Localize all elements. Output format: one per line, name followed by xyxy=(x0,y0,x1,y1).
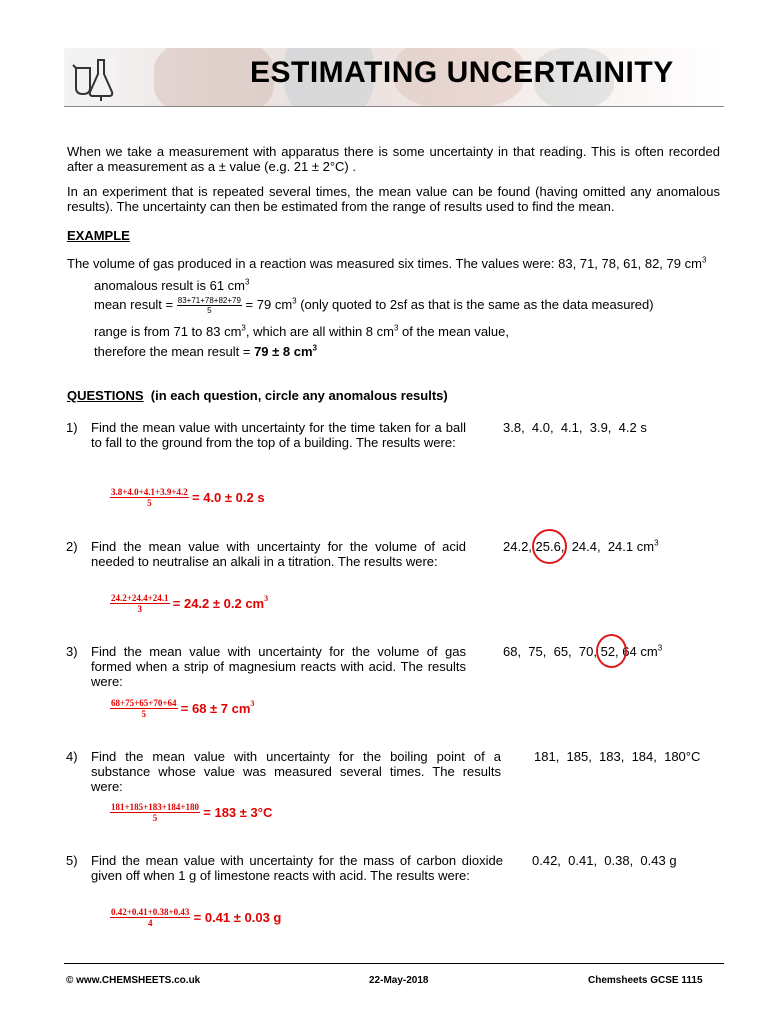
intro-paragraph-2: In an experiment that is repeated several times, the mean value can be found (having omitted any anomalous results). The uncertainty can then be estimated from the range of results used to find the mean. xyxy=(67,184,720,214)
question-5-number: 5) xyxy=(66,853,78,868)
question-2-number: 2) xyxy=(66,539,78,554)
question-5-values: 0.42, 0.41, 0.38, 0.43 g xyxy=(532,853,677,868)
question-2-text: Find the mean value with uncertainty for the volume of acid needed to neutralise an alkali in a titration. The results were: xyxy=(91,539,466,569)
footer-website: © www.CHEMSHEETS.co.uk xyxy=(66,975,201,986)
example-statement: The volume of gas produced in a reaction was measured six times. The values were: 83, 71, 78, 61, 82, 79 $cm^3$ xyxy=(67,255,707,271)
question-2-answer: $\frac{24.2+24.4+24.1}{3}$ = 24.2 ± 0.2 $cm^3$ xyxy=(111,593,269,614)
example-anomalous: anomalous result is 61 $cm^3$ xyxy=(94,277,250,293)
example-conclusion: therefore the mean result = 79 ± 8 $cm^3$ xyxy=(94,343,317,359)
page-title: ESTIMATING UNCERTAINITY xyxy=(250,56,674,89)
question-5-text: Find the mean value with uncertainty for the mass of carbon dioxide given off when 1 g of limestone reacts with acid. The results were: xyxy=(91,853,503,883)
question-4-text: Find the mean value with uncertainty for the boiling point of a substance whose value was measured several times. The results were: xyxy=(91,749,501,794)
footer-divider xyxy=(64,963,724,964)
question-1-answer: $\frac{3.8+4.0+4.1+3.9+4.2}{5}$ = 4.0 ± 0.2 s xyxy=(111,487,265,508)
anomalous-circle xyxy=(532,529,567,564)
question-4-number: 4) xyxy=(66,749,78,764)
question-3-text: Find the mean value with uncertainty for the volume of gas formed when a strip of magnesium reacts with acid. The results were: xyxy=(91,644,466,689)
example-heading: EXAMPLE xyxy=(67,228,130,243)
question-4-values: 181, 185, 183, 184, 180°C xyxy=(534,749,701,764)
anomalous-circle xyxy=(596,634,627,668)
question-2-values: 24.2, 25.6, 24.4, 24.1 $cm^3$ xyxy=(503,538,659,554)
mean-fraction: $\frac{83+71+78+82+79}{5}$ xyxy=(177,296,241,315)
footer-reference: Chemsheets GCSE 1115 xyxy=(588,975,703,986)
question-5-answer: $\frac{0.42+0.41+0.38+0.43}{4}$ = 0.41 ± 0.03 g xyxy=(111,907,282,928)
footer-date: 22-May-2018 xyxy=(369,975,429,986)
question-3-number: 3) xyxy=(66,644,78,659)
lab-glassware-icon xyxy=(68,54,118,102)
question-3-answer: $\frac{68+75+65+70+64}{5}$ = 68 ± 7 $cm^3$ xyxy=(111,698,255,719)
question-4-answer: $\frac{181+185+183+184+180}{5}$ = 183 ± 3°C xyxy=(111,802,273,823)
example-mean: mean result = $\frac{83+71+78+82+79}{5}$ = 79 $cm^3$ (only quoted to 2sf as that is the same as the data measured) xyxy=(94,296,654,315)
question-1-number: 1) xyxy=(66,420,78,435)
questions-heading: QUESTIONS (in each question, circle any anomalous results) xyxy=(67,388,448,403)
question-3-values: 68, 75, 65, 70, 52, 64 $cm^3$ xyxy=(503,643,663,659)
intro-paragraph-1: When we take a measurement with apparatus there is some uncertainty in that reading. This is often recorded after a measurement as a ± value (e.g. 21 ± 2°C) . xyxy=(67,144,720,174)
question-1-values: 3.8, 4.0, 4.1, 3.9, 4.2 s xyxy=(503,420,647,435)
question-1-text: Find the mean value with uncertainty for the time taken for a ball to fall to the ground from the top of a building. The results were: xyxy=(91,420,466,450)
example-range: range is from 71 to 83 $cm^3$, which are all within 8 $cm^3$ of the mean value, xyxy=(94,323,510,339)
